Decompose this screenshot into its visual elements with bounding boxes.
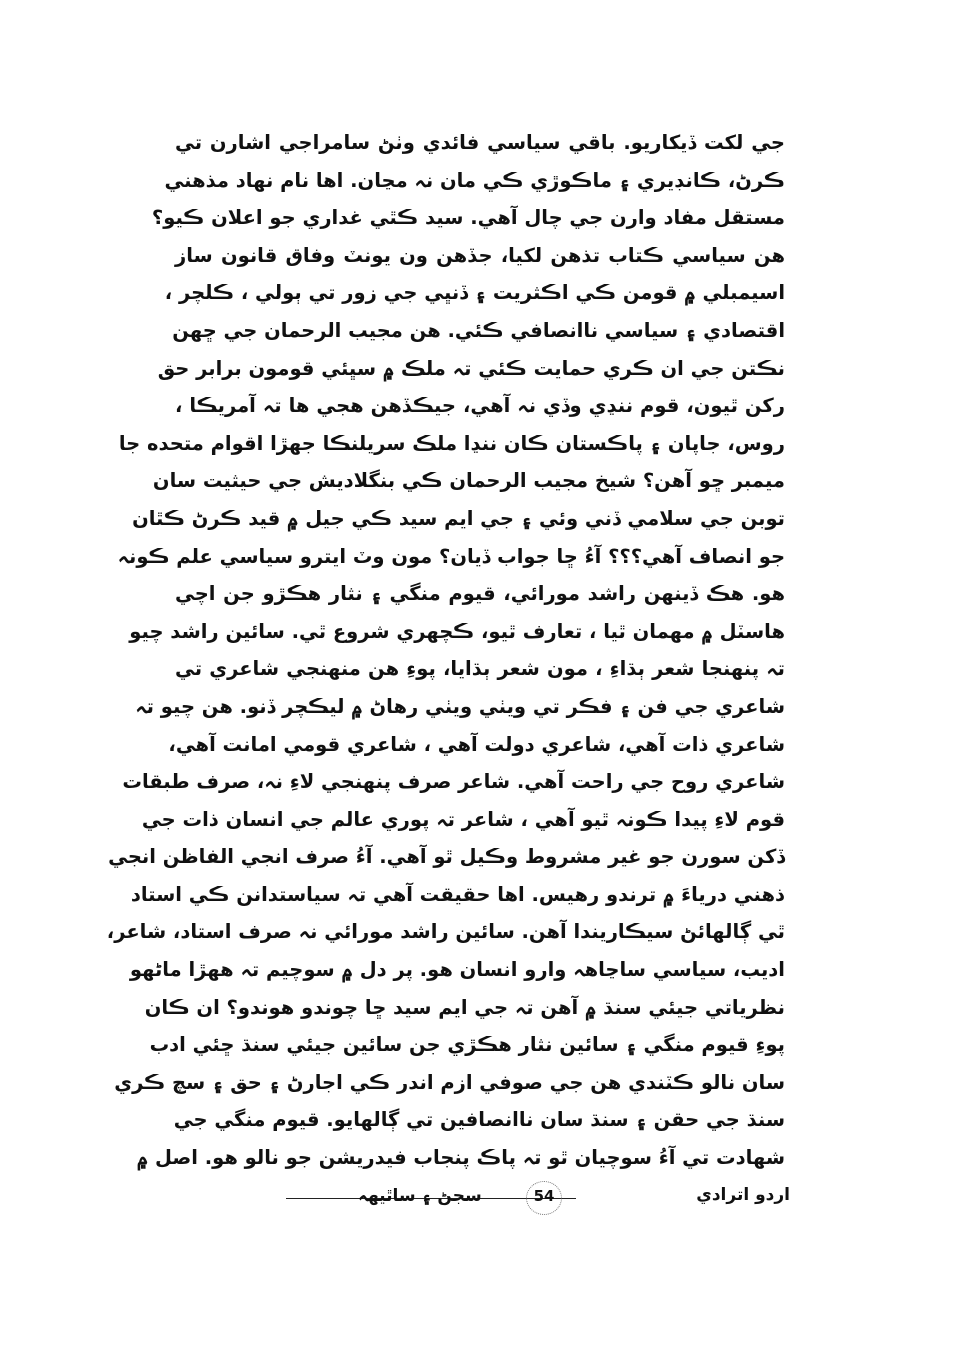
text-line: شاعري روح جي راحت آهي. شاعر صرف پنهنجي لاءِ نہ، صرف طبقات — [122, 770, 785, 794]
text-line: روس، جاپان ۽ پاڪستان ڪان ننڍا ملڪ سريلنڪا جهڙا اقوام متحده جا — [118, 431, 785, 455]
footer-section-title: سجڻ ۽ ساٿيهہ — [358, 1186, 482, 1206]
page-footer — [170, 1175, 790, 1219]
text-line: هاسٽل ۾ مهمان ٿيا ، تعارف ٿيو، ڪچهري شروع ٿي. سائين راشد چيو — [129, 619, 785, 643]
text-line: شاعري جي فن ۽ فڪر تي ويٺي ويٺي رهاڻ ۾ ليڪچر ڏنو. هن چيو تہ — [135, 694, 785, 718]
text-line: ميمبر ڇو آهن؟ شيخ مجيب الرحمان ڪي بنگلاديش جي حيثيت سان — [152, 469, 785, 493]
text-line: شهادت تي آءُ سوچيان ٿو تہ پاڪ پنجاب فيدريشن جو نالو هو. اصل ۾ — [136, 1146, 785, 1170]
text-line: جو انصاف آهي؟؟؟ آءُ ڇا جواب ڏيان؟ مون وٽ ايترو سياسي علم ڪونہ — [117, 544, 785, 568]
text-line: پوءِ قيوم منگي ۽ سائين نثار هڪڙي جن سائين جيئي سنڌ ڇئي ادب — [149, 1033, 785, 1057]
body-text — [106, 124, 785, 1177]
text-line: رکن ٿيون، قوم ننڍي وڏي نہ آهي، جيڪڏهن هجي ها تہ آمريڪا ، — [175, 394, 785, 418]
text-line: سان نالو ڪٽندي هن جي صوفي ازم اندر ڪي اجارڻ ۽ حق ۽ سچ ڪري — [114, 1070, 785, 1094]
text-line: ٿي ڳالهائڻ سيڪاريندا آهن. سائين راشد مورائي نہ صرف استاد، شاعر، — [106, 920, 785, 944]
text-line: ڪرڻ، ڪانڊيري ۽ ماڪوڙي ڪي مان نہ مڃان. اها نام نهاد مذهني — [164, 168, 785, 192]
text-line: ذهني درياءَ ۾ ترندو رهيس. اها حقيقت آهي تہ سياستدانن ڪي استاد — [130, 882, 785, 906]
text-line: نڪتن جي ان ڪري حمايت ڪئي تہ ملڪ ۾ سڀئي قومون برابر حق — [157, 356, 785, 380]
text-line: مستقل مفاد وارن جي چال آهي. سيد ڪٿي غداري جو اعلان ڪيو؟ — [151, 206, 785, 230]
footer-book-title: اردو اترادي — [696, 1185, 790, 1205]
text-line: سنڌ جي حقن ۽ سنڌ سان ناانصافين تي ڳالهايو. قيوم منگي جي — [173, 1108, 785, 1132]
text-line: توبن جي سلامي ڏني وئي ۽ جي ايم سيد ڪي جيل ۾ قيد ڪرڻ ڪٿان — [132, 506, 785, 530]
text-line: اسيمبلي ۾ قومن ڪي اڪثريت ۽ ڏنڀي جي زور تي ٻولي ، ڪلچر ، — [164, 281, 785, 305]
text-line: نظرياتي جيئي سنڌ ۾ آهن تہ جي ايم سيد ڇا چوندو هوندو؟ ان ڪان — [144, 995, 785, 1019]
text-line: قوم لاءِ پيدا ڪونہ ٿيو آهي ، شاعر تہ پوري عالم جي انسان ذات جي — [141, 807, 785, 831]
text-line: شاعري ذات آهي، شاعري دولت آهي ، شاعري قومي امانت آهي، — [168, 732, 785, 756]
text-line: ڏکن سورن جو غير مشروط وڪيل ٿو آهي. آءُ صرف انجي الفاظن انجي — [108, 845, 785, 869]
text-line: جي لکت ڏيکاريو. باقي سياسي فائدي وٺڻ سامراجي اشارن تي — [175, 131, 785, 154]
text-line: اديب، سياسي ساڃاهہ وارو انسان هو. پر دل ۾ سوچيم تہ ههڙا ماڻهو — [129, 958, 785, 982]
page-number: 54 — [533, 1187, 555, 1205]
page-number-badge — [526, 1181, 562, 1215]
text-line: هو. هڪ ڏينهن راشد مورائي، قيوم منگي ۽ نثار هڪڙو جن اچي — [175, 582, 785, 606]
text-line: هن سياسي ڪتاب تذهن لکيا، جڏهن ون يونٽ وفاق قانون ساز — [175, 243, 785, 267]
text-line: اقتصادي ۽ سياسي ناانصافي ڪئي. هن مجيب الرحمان جي ڇهن — [172, 318, 785, 342]
text-line: تہ پنهنجا شعر ٻڌاءِ ، مون شعر ٻڌايا، پوءِ هن منهنجي شاعري تي — [175, 657, 785, 681]
